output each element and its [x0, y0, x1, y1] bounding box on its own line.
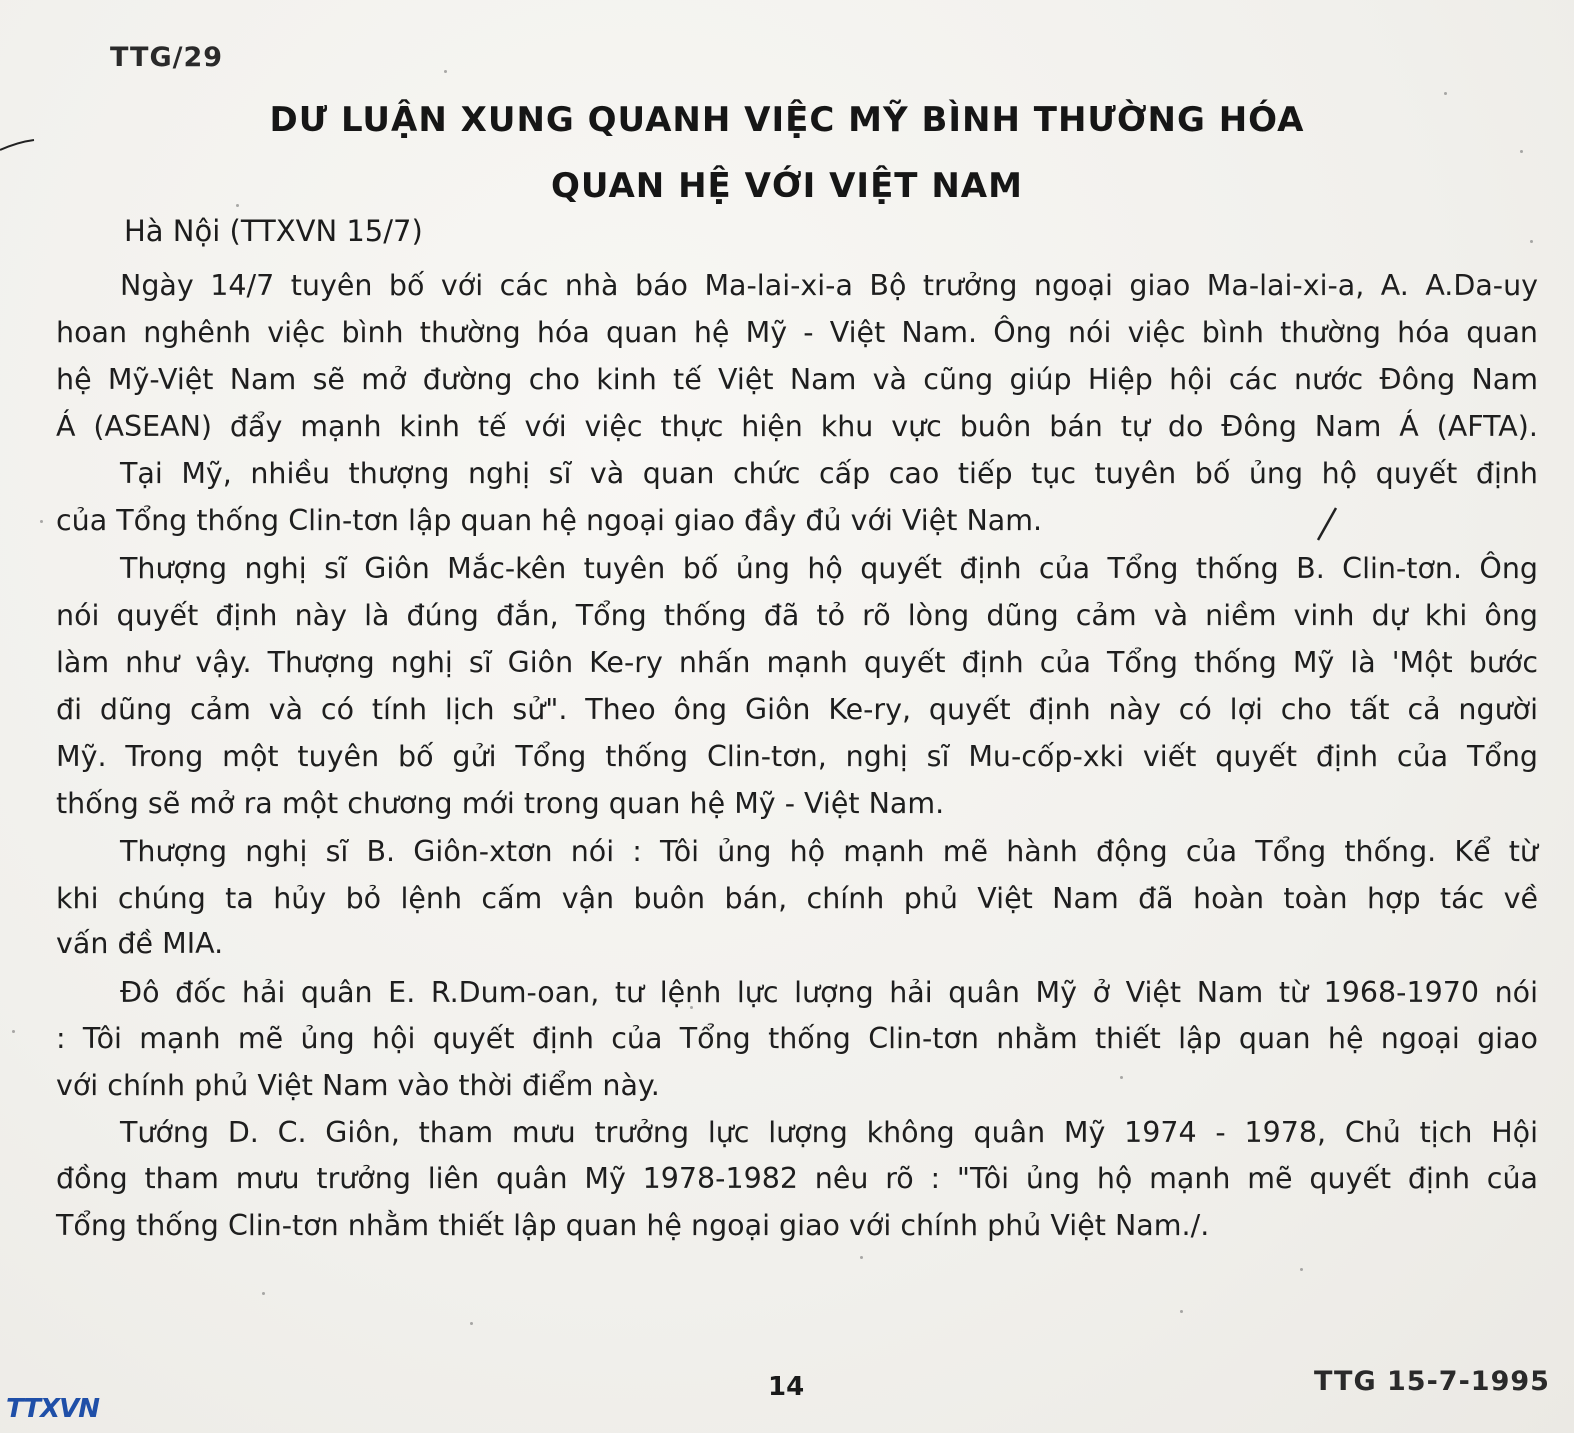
body-line: đồng tham mưu trưởng liên quân Mỹ 1978-1982 nêu rõ : "Tôi ủng hộ mạnh mẽ quyết định của — [56, 1162, 1538, 1195]
body-line: Tại Mỹ, nhiều thượng nghị sĩ và quan chức cấp cao tiếp tục tuyên bố ủng hộ quyết định — [120, 457, 1538, 490]
body-line: với chính phủ Việt Nam vào thời điểm này. — [56, 1069, 660, 1102]
document-title-line-2: QUAN HỆ VỚI VIỆT NAM — [551, 166, 1023, 206]
body-line: Mỹ. Trong một tuyên bố gửi Tổng thống Clin-tơn, nghị sĩ Mu-cốp-xki viết quyết định của Tổng — [56, 740, 1538, 773]
ttxvn-watermark-logo: TTXVN — [6, 1394, 99, 1424]
body-line: : Tôi mạnh mẽ ủng hội quyết định của Tổng thống Clin-tơn nhằm thiết lập quan hệ ngoại giao — [56, 1022, 1538, 1055]
scan-speck — [40, 520, 43, 523]
scan-speck — [860, 1256, 863, 1259]
body-line: Đô đốc hải quân E. R.Dum-oan, tư lệnh lực lượng hải quân Mỹ ở Việt Nam từ 1968-1970 nói — [120, 976, 1538, 1009]
dateline: Hà Nội (TTXVN 15/7) — [124, 214, 423, 248]
scan-speck — [1520, 150, 1523, 153]
scan-speck — [12, 1030, 15, 1033]
body-line: Tổng thống Clin-tơn nhằm thiết lập quan hệ ngoại giao với chính phủ Việt Nam./. — [56, 1209, 1210, 1242]
scan-speck — [1444, 92, 1447, 95]
scan-speck — [470, 1322, 473, 1325]
page-number: 14 — [768, 1372, 805, 1402]
body-line: Thượng nghị sĩ B. Giôn-xtơn nói : Tôi ủng hộ mạnh mẽ hành động của Tổng thống. Kể từ — [120, 835, 1538, 868]
body-line: làm như vậy. Thượng nghị sĩ Giôn Ke-ry nhấn mạnh quyết định của Tổng thống Mỹ là 'Một bước — [56, 646, 1538, 679]
scan-speck — [262, 1292, 265, 1295]
scan-speck — [444, 70, 447, 73]
body-line: hệ Mỹ-Việt Nam sẽ mở đường cho kinh tế Việt Nam và cũng giúp Hiệp hội các nước Đông Nam — [56, 363, 1538, 396]
body-line: khi chúng ta hủy bỏ lệnh cấm vận buôn bán, chính phủ Việt Nam đã hoàn toàn hợp tác về — [56, 882, 1538, 915]
body-line: hoan nghênh việc bình thường hóa quan hệ Mỹ - Việt Nam. Ông nói việc bình thường hóa quan — [56, 316, 1538, 349]
body-line: của Tổng thống Clin-tơn lập quan hệ ngoại giao đầy đủ với Việt Nam. — [56, 504, 1043, 537]
body-line: Á (ASEAN) đẩy mạnh kinh tế với việc thực hiện khu vực buôn bán tự do Đông Nam Á (AFTA). — [56, 410, 1538, 443]
body-line: nói quyết định này là đúng đắn, Tổng thống đã tỏ rõ lòng dũng cảm và niềm vinh dự khi ông — [56, 599, 1538, 632]
body-line: Ngày 14/7 tuyên bố với các nhà báo Ma-lai-xi-a Bộ trưởng ngoại giao Ma-lai-xi-a, A. A.Da-uy — [120, 269, 1538, 302]
document-code: TTG/29 — [110, 42, 224, 73]
body-line: vấn đề MIA. — [56, 927, 224, 960]
body-line: thống sẽ mở ra một chương mới trong quan hệ Mỹ - Việt Nam. — [56, 787, 945, 820]
scan-speck — [1300, 1268, 1303, 1271]
body-line: Thượng nghị sĩ Giôn Mắc-kên tuyên bố ủng hộ quyết định của Tổng thống B. Clin-tơn. Ông — [120, 552, 1538, 585]
footer-date: TTG 15-7-1995 — [1314, 1366, 1550, 1397]
document-title-line-1: DƯ LUẬN XUNG QUANH VIỆC MỸ BÌNH THƯỜNG HÓA — [269, 100, 1305, 140]
scan-speck — [1530, 240, 1533, 243]
scan-speck — [1180, 1310, 1183, 1313]
body-line: đi dũng cảm và có tính lịch sử". Theo ông Giôn Ke-ry, quyết định này có lợi cho tất cả người — [56, 693, 1538, 726]
body-line: Tướng D. C. Giôn, tham mưu trưởng lực lượng không quân Mỹ 1974 - 1978, Chủ tịch Hội — [120, 1116, 1538, 1149]
